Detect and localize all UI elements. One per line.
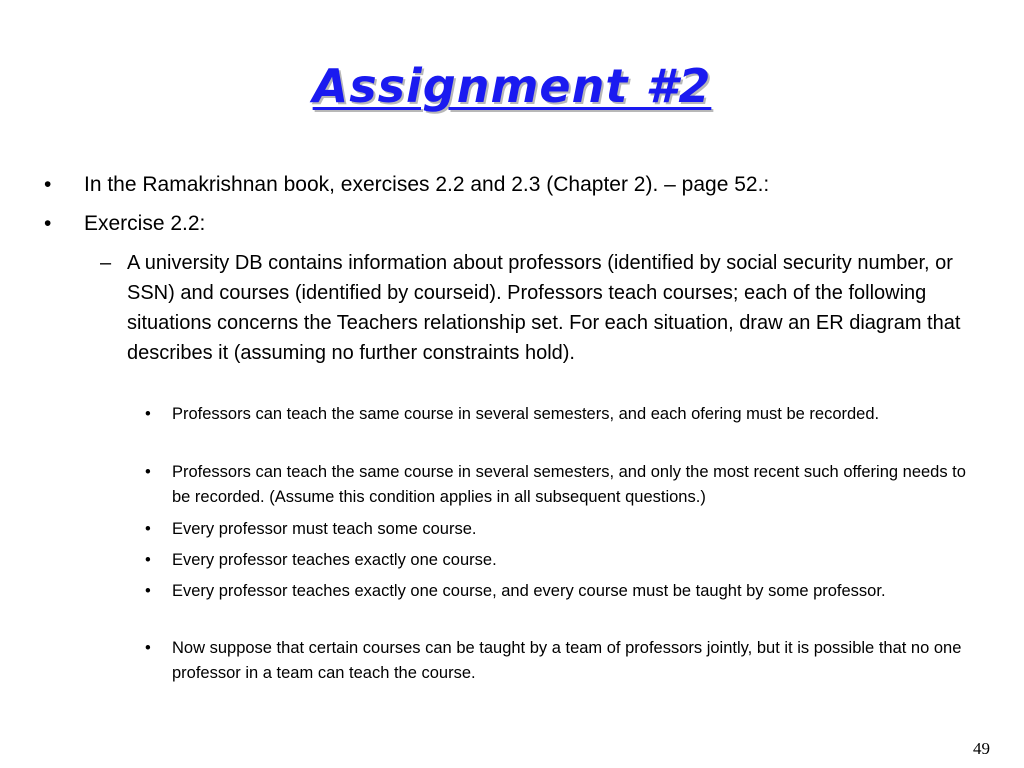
bullet-marker: • xyxy=(145,639,151,657)
sub-item-text: A university DB contains information about professors (identified by social security number, or SSN) and courses (identified by courseid). Professors teach courses; each of the following situations concerns the Teachers relationship set. For each situation, draw an ER diagram that describes it (assuming no further constraints hold). xyxy=(127,252,961,364)
bullet-marker: • xyxy=(145,520,151,538)
bullet-text: In the Ramakrishnan book, exercises 2.2 and 2.3 (Chapter 2). – page 52.: xyxy=(84,173,770,196)
situation-text: Every professor teaches exactly one course, and every course must be taught by some professor. xyxy=(172,582,886,600)
situation-text: Professors can teach the same course in several semesters, and each ofering must be recorded. xyxy=(172,405,880,423)
situation-text: Every professor teaches exactly one course. xyxy=(172,551,497,569)
title-container xyxy=(0,58,1024,114)
situation-text: Every professor must teach some course. xyxy=(172,520,477,538)
bullet-marker: • xyxy=(44,212,52,235)
situation-text: Now suppose that certain courses can be taught by a team of professors jointly, but it is possible that no one professor in a team can teach the course. xyxy=(172,639,962,682)
bullet-marker: • xyxy=(44,173,52,196)
slide-title: Assignment #2 xyxy=(312,59,712,113)
bullet-marker: • xyxy=(145,405,151,423)
bullet-marker: • xyxy=(145,463,151,481)
bullet-text: Exercise 2.2: xyxy=(84,212,206,235)
page-number: 49 xyxy=(973,739,990,758)
situation-text: Professors can teach the same course in several semesters, and only the most recent such offering needs to be recorded. (Assume this condition applies in all subsequent questions.) xyxy=(172,463,966,506)
bullet-marker: • xyxy=(145,582,151,600)
dash-marker: – xyxy=(100,252,112,274)
bullet-marker: • xyxy=(145,551,151,569)
